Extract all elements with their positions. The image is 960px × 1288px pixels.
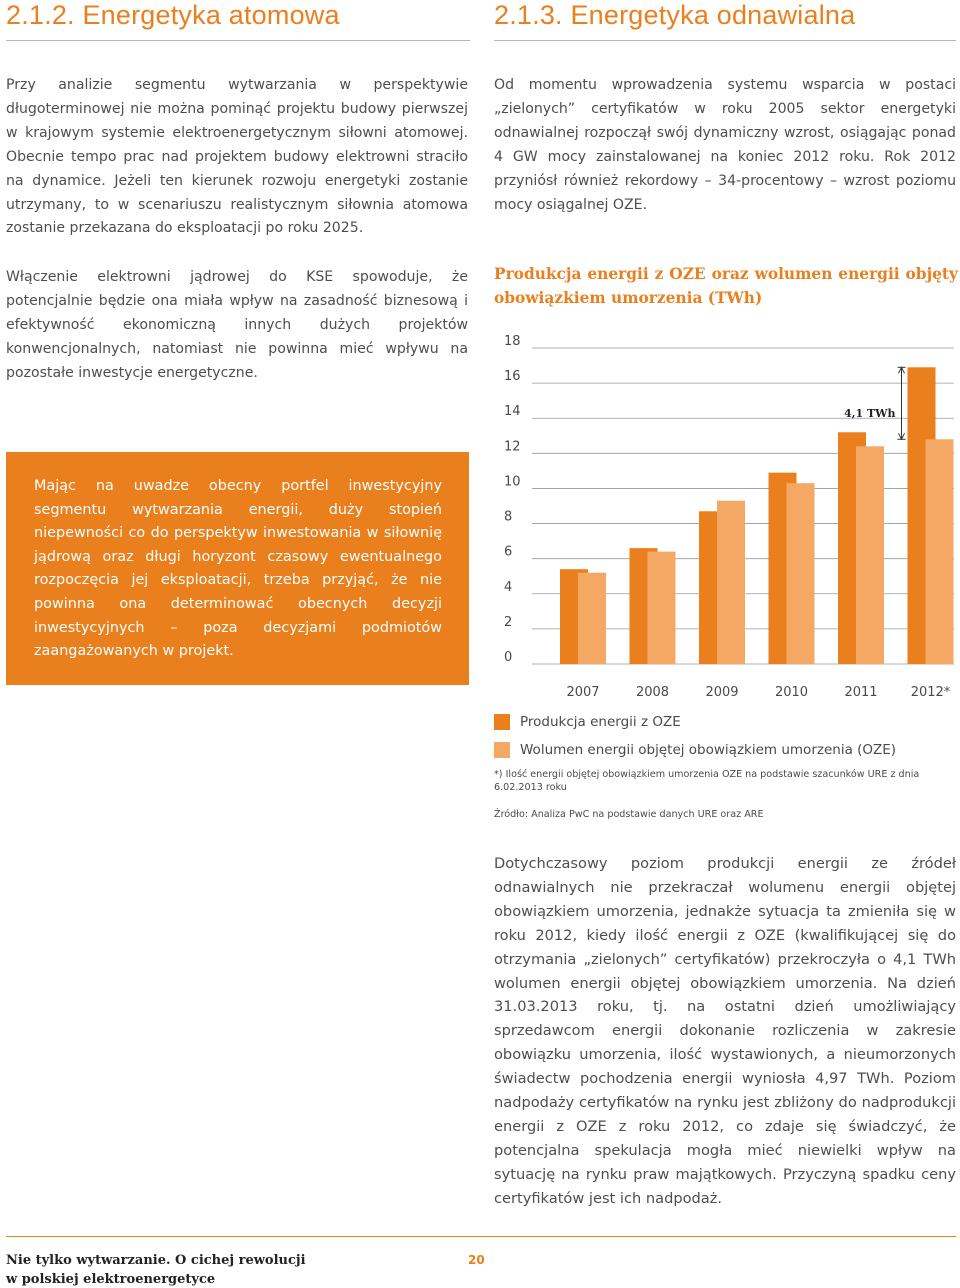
chart-footnote: *) Ilość energii objętej obowiązkiem umorzenia OZE na podstawie szacunków URE z dnia 6.02.2013 roku — [494, 769, 920, 793]
x-tick-label-2012*: 2012* — [910, 685, 951, 700]
bar-volume-2009 — [717, 501, 745, 664]
callout-text: Mając na uwadze obecny portfel inwestycyjny segmentu wytwarzania energii, duży stopień niepewności co do perspektyw inwestowania w siłownię jądrową oraz długi horyzont czasowy ewentualnego rozpoczęcia jej eksploatacji, trzeba przyjąć, że nie powinna ona determinować obecnych decyzji inwestycyjnych – poza decyzjami podmiotów zaangażowanych w projekt. — [34, 478, 442, 660]
footer-publication-title — [6, 1251, 346, 1288]
footer-title-line-2: w polskiej elektroenergetyce — [6, 1272, 216, 1287]
paragraph-odnawialna-2: Dotychczasowy poziom produkcji energii ze źródeł odnawialnych nie przekraczał wolumenu energii objętej obowiązkiem umorzenia, jednakże sytuacja ta zmieniła się w roku 2012, kiedy ilość energii z OZE (kwalifikującej się do otrzymania „zielonych” certyfikatów) przekroczyła o 4,1 TWh wolumen energii objętej obowiązkiem umorzenia. Na dzień 31.03.2013 roku, tj. na ostatni dzień umożliwiający sprzedawcom energii dokonanie rozliczenia w zakresie obowiązku umorzenia, ilość wystawionych, a nieumorzonych świadectw pochodzenia energii wyniosła 4,97 TWh. Poziom nadpodaży certyfikatów na rynku jest zbliżony do nadprodukcji energii z OZE z roku 2012, co zdaje się świadczyć, że potencjalna spekulacja mogła mieć niewielki wpływ na sytuację na rynku praw majątkowych. Przyczyną spadku ceny certyfikatów jest ich nadpodaż. — [494, 855, 956, 1207]
annotation-label: 4,1 TWh — [843, 407, 896, 420]
legend-label-volume: Wolumen energii objętej obowiązkiem umorzenia (OZE) — [520, 742, 897, 758]
bar-volume-2010 — [787, 483, 815, 664]
x-tick-label-2007: 2007 — [566, 685, 600, 700]
heading-divider — [6, 40, 470, 41]
y-tick-label-16: 16 — [504, 369, 521, 385]
x-tick-label-2011: 2011 — [844, 685, 878, 700]
x-tick-label-2010: 2010 — [774, 685, 809, 700]
paragraph-odnawialna-1: Od momentu wprowadzenia systemu wsparcia w postaci „zielonych” certyfikatów w roku 2005 sektor energetyki odnawialnej rozpoczął swój dynamiczny wzrost, osiągając ponad 4 GW mocy zainstalowanej na koniec 2012 roku. Rok 2012 przyniósł również rekordowy – 34-procentowy – wzrost poziomu mocy osiągalnej OZE. — [494, 77, 956, 213]
callout-box — [6, 452, 469, 685]
x-tick-label-2008: 2008 — [635, 685, 670, 700]
page-number: 20 — [468, 1253, 485, 1267]
chart-title: Produkcja energii z OZE oraz wolumen energii objęty obowiązkiem umorzenia (TWh) — [494, 265, 958, 307]
y-tick-label-8: 8 — [504, 509, 513, 525]
legend-label-production: Produkcja energii z OZE — [520, 714, 681, 730]
legend-swatch-production — [494, 714, 510, 730]
x-tick-label-2009: 2009 — [705, 685, 739, 700]
y-tick-label-4: 4 — [504, 579, 513, 595]
bar-volume-2007 — [578, 573, 606, 664]
bar-volume-2008 — [648, 552, 676, 664]
renewables-bar-chart — [494, 330, 956, 700]
y-tick-label-2: 2 — [504, 614, 513, 630]
legend-swatch-volume — [494, 742, 510, 758]
bar-volume-2011 — [856, 446, 884, 664]
chart-source: Źródło: Analiza PwC na podstawie danych URE oraz ARE — [494, 809, 764, 820]
y-tick-label-10: 10 — [504, 474, 521, 490]
footer-title-line-1: Nie tylko wytwarzanie. O cichej rewolucji — [6, 1253, 306, 1268]
heading-divider — [494, 40, 956, 41]
bar-volume-2012* — [926, 439, 954, 664]
section-heading-odnawialna: 2.1.3. Energetyka odnawialna — [494, 0, 856, 30]
y-tick-label-0: 0 — [504, 650, 513, 665]
paragraph-atomowa-2: Włączenie elektrowni jądrowej do KSE spowoduje, że potencjalnie będzie ona miała wpływ na zasadność biznesową i efektywność ekonomiczną innych dużych projektów konwencjonalnych, natomiast nie powinna mieć wpływu na pozostałe inwestycje energetyczne. — [6, 269, 468, 381]
y-tick-label-6: 6 — [504, 544, 513, 560]
paragraph-atomowa-1: Przy analizie segmentu wytwarzania w perspektywie długoterminowej nie można pominąć projektu budowy pierwszej w krajowym systemie elektroenergetycznym siłowni atomowej. Obecnie tempo prac nad projektem budowy elektrowni straciło na dynamice. Jeżeli ten kierunek rozwoju energetyki zostanie utrzymany, to w scenariuszu realistycznym siłownia atomowa zostanie przekazana do eksploatacji po roku 2025. — [6, 77, 468, 237]
section-heading-atomowa: 2.1.2. Energetyka atomowa — [6, 0, 340, 30]
y-tick-label-18: 18 — [504, 334, 521, 349]
footer-divider — [6, 1236, 956, 1237]
y-tick-label-14: 14 — [504, 404, 521, 420]
y-tick-label-12: 12 — [504, 439, 521, 455]
